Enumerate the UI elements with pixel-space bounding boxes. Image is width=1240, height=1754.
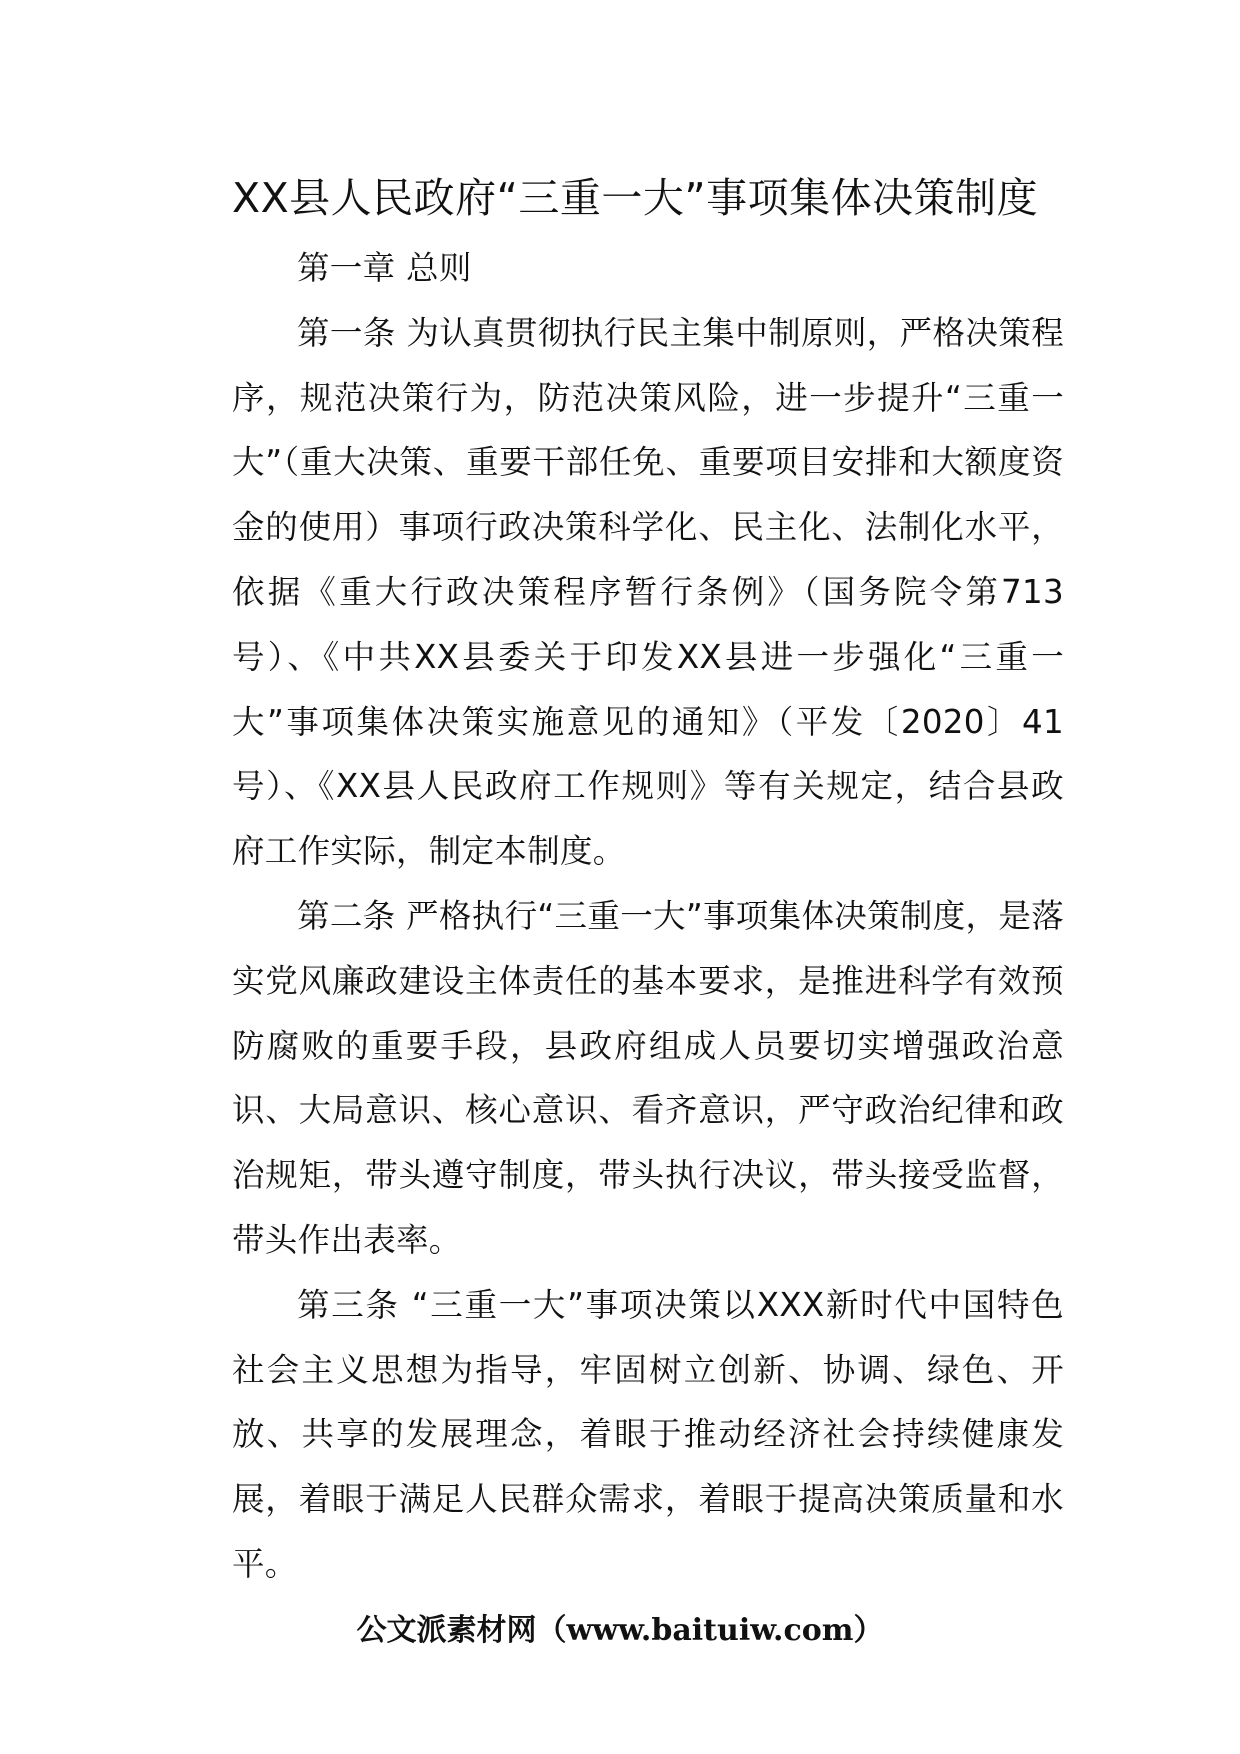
article-1: 第一条 为认真贯彻执行民主集中制原则，严格决策程序，规范决策行为，防范决策风险，进一步提升“三重一大”（重大决策、重要干部任免、重要项目安排和大额度资金的使用）事项行政决策科学化、民主化、法制化水平，依据《重大行政决策程序暂行条例》（国务院令第713号）、《中共XX县委关于印发XX县进一步强化“三重一大”事项集体决策实施意见的通知》（平发〔2020〕41号）、《XX县人民政府工作规则》等有关规定，结合县政府工作实际，制定本制度。 xyxy=(232,313,1064,871)
document-title: XX县人民政府“三重一大”事项集体决策制度 xyxy=(232,174,1039,222)
article-2: 第二条 严格执行“三重一大”事项集体决策制度，是落实党风廉政建设主体责任的基本要求，是推进科学有效预防腐败的重要手段，县政府组成人员要切实增强政治意识、大局意识、核心意识、看齐意识，严守政治纪律和政治规矩，带头遵守制度，带头执行决议，带头接受监督，带头作出表率。 xyxy=(232,896,1064,1259)
footer-watermark: 公文派素材网（www.baituiw.com） xyxy=(356,1613,884,1648)
article-3: 第三条 “三重一大”事项决策以XXX新时代中国特色社会主义思想为指导，牢固树立创新、协调、绿色、开放、共享的发展理念，着眼于推动经济社会持续健康发展，着眼于满足人民群众需求，着眼于提高决策质量和水平。 xyxy=(232,1285,1064,1583)
chapter-heading: 第一章 总则 xyxy=(297,249,472,287)
document-body xyxy=(232,236,1064,1597)
